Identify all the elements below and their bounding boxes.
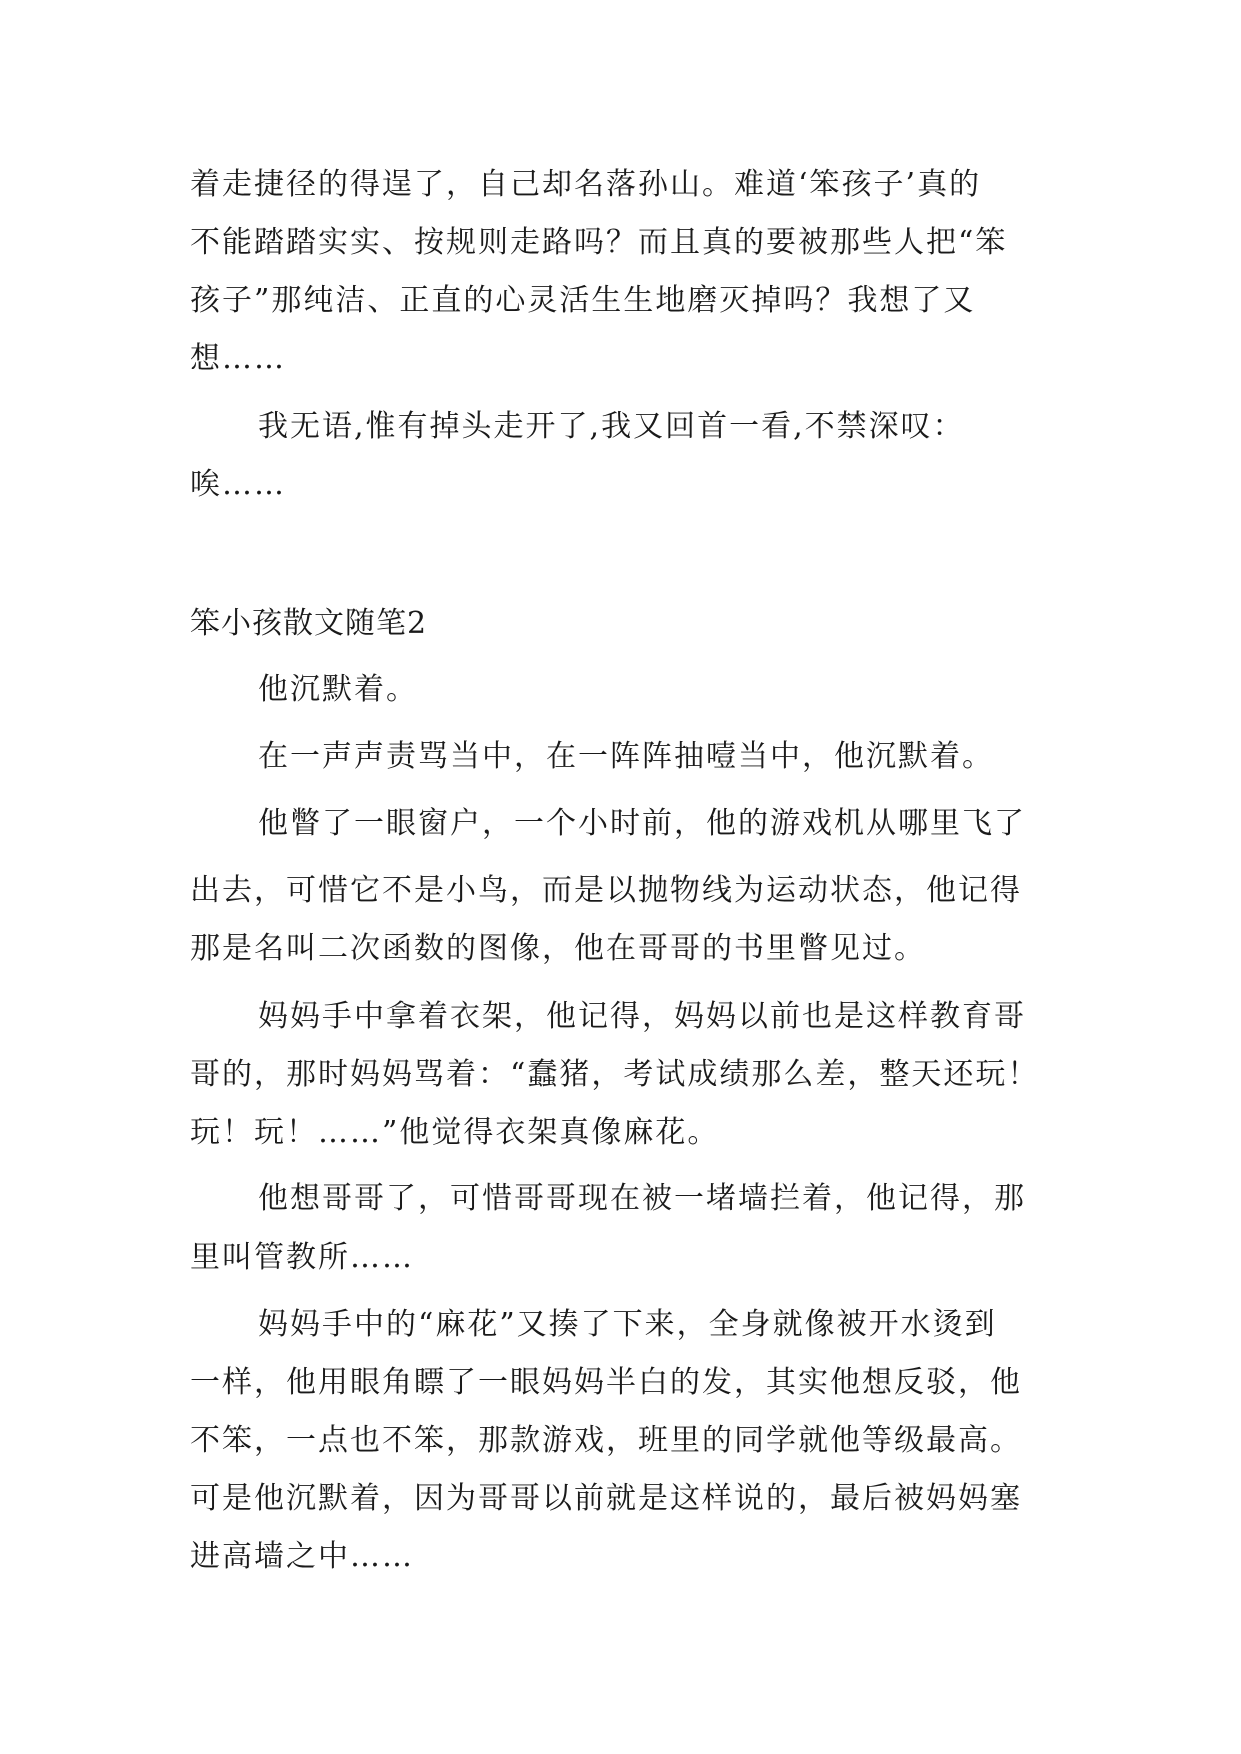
- text-line: 不能踏踏实实、按规则走路吗？而且真的要被那些人把“笨: [190, 225, 1008, 260]
- paragraph-line: 他瞥了一眼窗户，一个小时前，他的游戏机从哪里飞了: [258, 806, 1026, 841]
- paragraph-line: 一样，他用眼角瞟了一眼妈妈半白的发，其实他想反驳，他: [190, 1365, 1022, 1400]
- text-line: 着走捷径的得逞了，自己却名落孙山。难道‘笨孩子’真的: [190, 167, 982, 202]
- paragraph-line: 那是名叫二次函数的图像，他在哥哥的书里瞥见过。: [190, 931, 926, 966]
- paragraph-line: 里叫管教所……: [190, 1240, 414, 1275]
- paragraph-line: 出去，可惜它不是小鸟，而是以抛物线为运动状态，他记得: [190, 873, 1022, 908]
- paragraph-line: 他想哥哥了，可惜哥哥现在被一堵墙拦着，他记得，那: [258, 1181, 1026, 1216]
- paragraph-line: 玩！玩！……”他觉得衣架真像麻花。: [190, 1115, 720, 1150]
- section-title: 笨小孩散文随笔2: [190, 606, 428, 641]
- text-line: 想……: [190, 341, 286, 376]
- paragraph-line: 进高墙之中……: [190, 1539, 414, 1574]
- paragraph-line: 妈妈手中拿着衣架，他记得，妈妈以前也是这样教育哥: [258, 999, 1026, 1034]
- paragraph-line: 他沉默着。: [258, 672, 418, 707]
- paragraph-line: 哥的，那时妈妈骂着：“蠢猪，考试成绩那么差，整天还玩！: [190, 1057, 1040, 1092]
- text-line: 我无语,惟有掉头走开了,我又回首一看,不禁深叹：: [258, 409, 965, 444]
- paragraph-line: 妈妈手中的“麻花”又揍了下来，全身就像被开水烫到: [258, 1307, 997, 1342]
- text-line: 孩子”那纯洁、正直的心灵活生生地磨灭掉吗？我想了又: [190, 283, 976, 318]
- paragraph-line: 在一声声责骂当中，在一阵阵抽噎当中，他沉默着。: [258, 739, 994, 774]
- paragraph-line: 可是他沉默着，因为哥哥以前就是这样说的，最后被妈妈塞: [190, 1481, 1022, 1516]
- paragraph-line: 不笨，一点也不笨，那款游戏，班里的同学就他等级最高。: [190, 1423, 1022, 1458]
- text-line: 唉……: [190, 467, 286, 502]
